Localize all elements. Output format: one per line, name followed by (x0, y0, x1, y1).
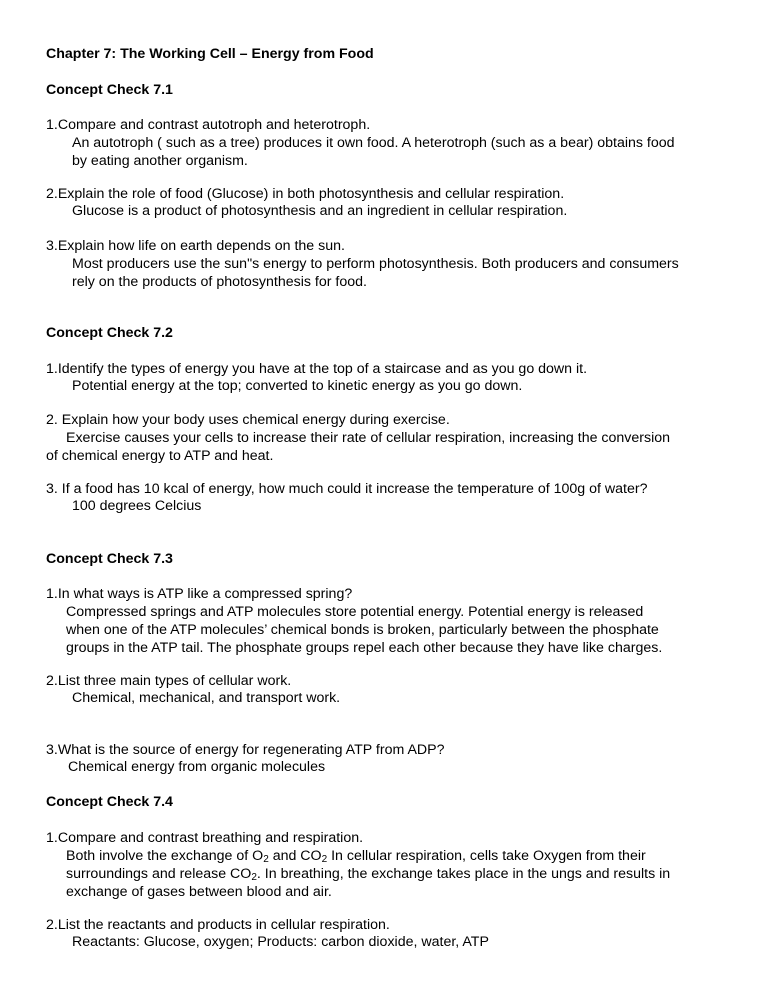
question-7-3-1: 1.In what ways is ATP like a compressed spring? (46, 586, 353, 602)
answer-line (66, 865, 670, 883)
answer-7-1-2: Glucose is a product of photosynthesis and an ingredient in cellular respiration. (72, 203, 568, 219)
answer-7-1-1 (72, 134, 675, 170)
answer-line: Exercise causes your cells to increase their rate of cellular respiration, increasing the conversion (66, 430, 671, 446)
answer-line: rely on the products of photosynthesis for food. (72, 274, 367, 290)
answer-line: An autotroph ( such as a tree) produces it own food. A heterotroph (such as a bear) obtains food (72, 135, 675, 151)
answer-7-2-1: Potential energy at the top; converted to kinetic energy as you go down. (72, 378, 523, 394)
answer-7-2-2 (46, 429, 670, 465)
answer-7-1-3 (72, 255, 679, 291)
question-7-3-2: 2.List three main types of cellular work. (46, 673, 292, 689)
section-heading-7-3: Concept Check 7.3 (46, 551, 173, 567)
answer-7-3-3: Chemical energy from organic molecules (68, 759, 326, 775)
answer-fragment: Both involve the exchange of O (66, 848, 264, 864)
section-heading-7-2: Concept Check 7.2 (46, 325, 173, 341)
answer-line: exchange of gases between blood and air. (66, 884, 332, 900)
question-7-3-3: 3.What is the source of energy for regenerating ATP from ADP? (46, 742, 445, 758)
answer-line: Compressed springs and ATP molecules store potential energy. Potential energy is released (66, 604, 644, 620)
answer-7-3-1 (66, 603, 662, 657)
answer-line: of chemical energy to ATP and heat. (46, 448, 274, 464)
question-7-4-1: 1.Compare and contrast breathing and respiration. (46, 830, 364, 846)
answer-fragment: surroundings and release CO (66, 866, 252, 882)
answer-7-4-2: Reactants: Glucose, oxygen; Products: carbon dioxide, water, ATP (72, 934, 489, 950)
question-7-1-2: 2.Explain the role of food (Glucose) in both photosynthesis and cellular respiration. (46, 186, 565, 202)
section-heading-7-1: Concept Check 7.1 (46, 82, 173, 98)
answer-line: Most producers use the sun"s energy to perform photosynthesis. Both producers and consumers (72, 256, 679, 272)
question-7-1-1: 1.Compare and contrast autotroph and heterotroph. (46, 117, 371, 133)
answer-line: by eating another organism. (72, 153, 248, 169)
question-7-1-3: 3.Explain how life on earth depends on the sun. (46, 238, 345, 254)
answer-7-2-3: 100 degrees Celcius (72, 498, 202, 514)
subscript: 2 (263, 854, 269, 865)
answer-fragment: . In breathing, the exchange takes place in the ungs and results in (256, 866, 671, 882)
answer-7-4-1 (66, 847, 670, 901)
question-7-4-2: 2.List the reactants and products in cellular respiration. (46, 917, 390, 933)
section-heading-7-4: Concept Check 7.4 (46, 794, 173, 810)
subscript: 2 (251, 872, 257, 883)
answer-line: when one of the ATP molecules’ chemical bonds is broken, particularly between the phosphate (66, 622, 659, 638)
question-7-2-1: 1.Identify the types of energy you have at the top of a staircase and as you go down it. (46, 361, 588, 377)
answer-fragment: In cellular respiration, cells take Oxygen from their (327, 848, 646, 864)
answer-7-3-2: Chemical, mechanical, and transport work. (72, 690, 341, 706)
subscript: 2 (321, 854, 328, 865)
answer-fragment: and CO (268, 848, 322, 864)
question-7-2-2: 2. Explain how your body uses chemical energy during exercise. (46, 412, 450, 428)
answer-line: groups in the ATP tail. The phosphate groups repel each other because they have like charges. (66, 640, 663, 656)
question-7-2-3: 3. If a food has 10 kcal of energy, how much could it increase the temperature of 100g of water? (46, 481, 648, 497)
page-title: Chapter 7: The Working Cell – Energy from Food (46, 46, 374, 62)
answer-line (66, 847, 670, 865)
